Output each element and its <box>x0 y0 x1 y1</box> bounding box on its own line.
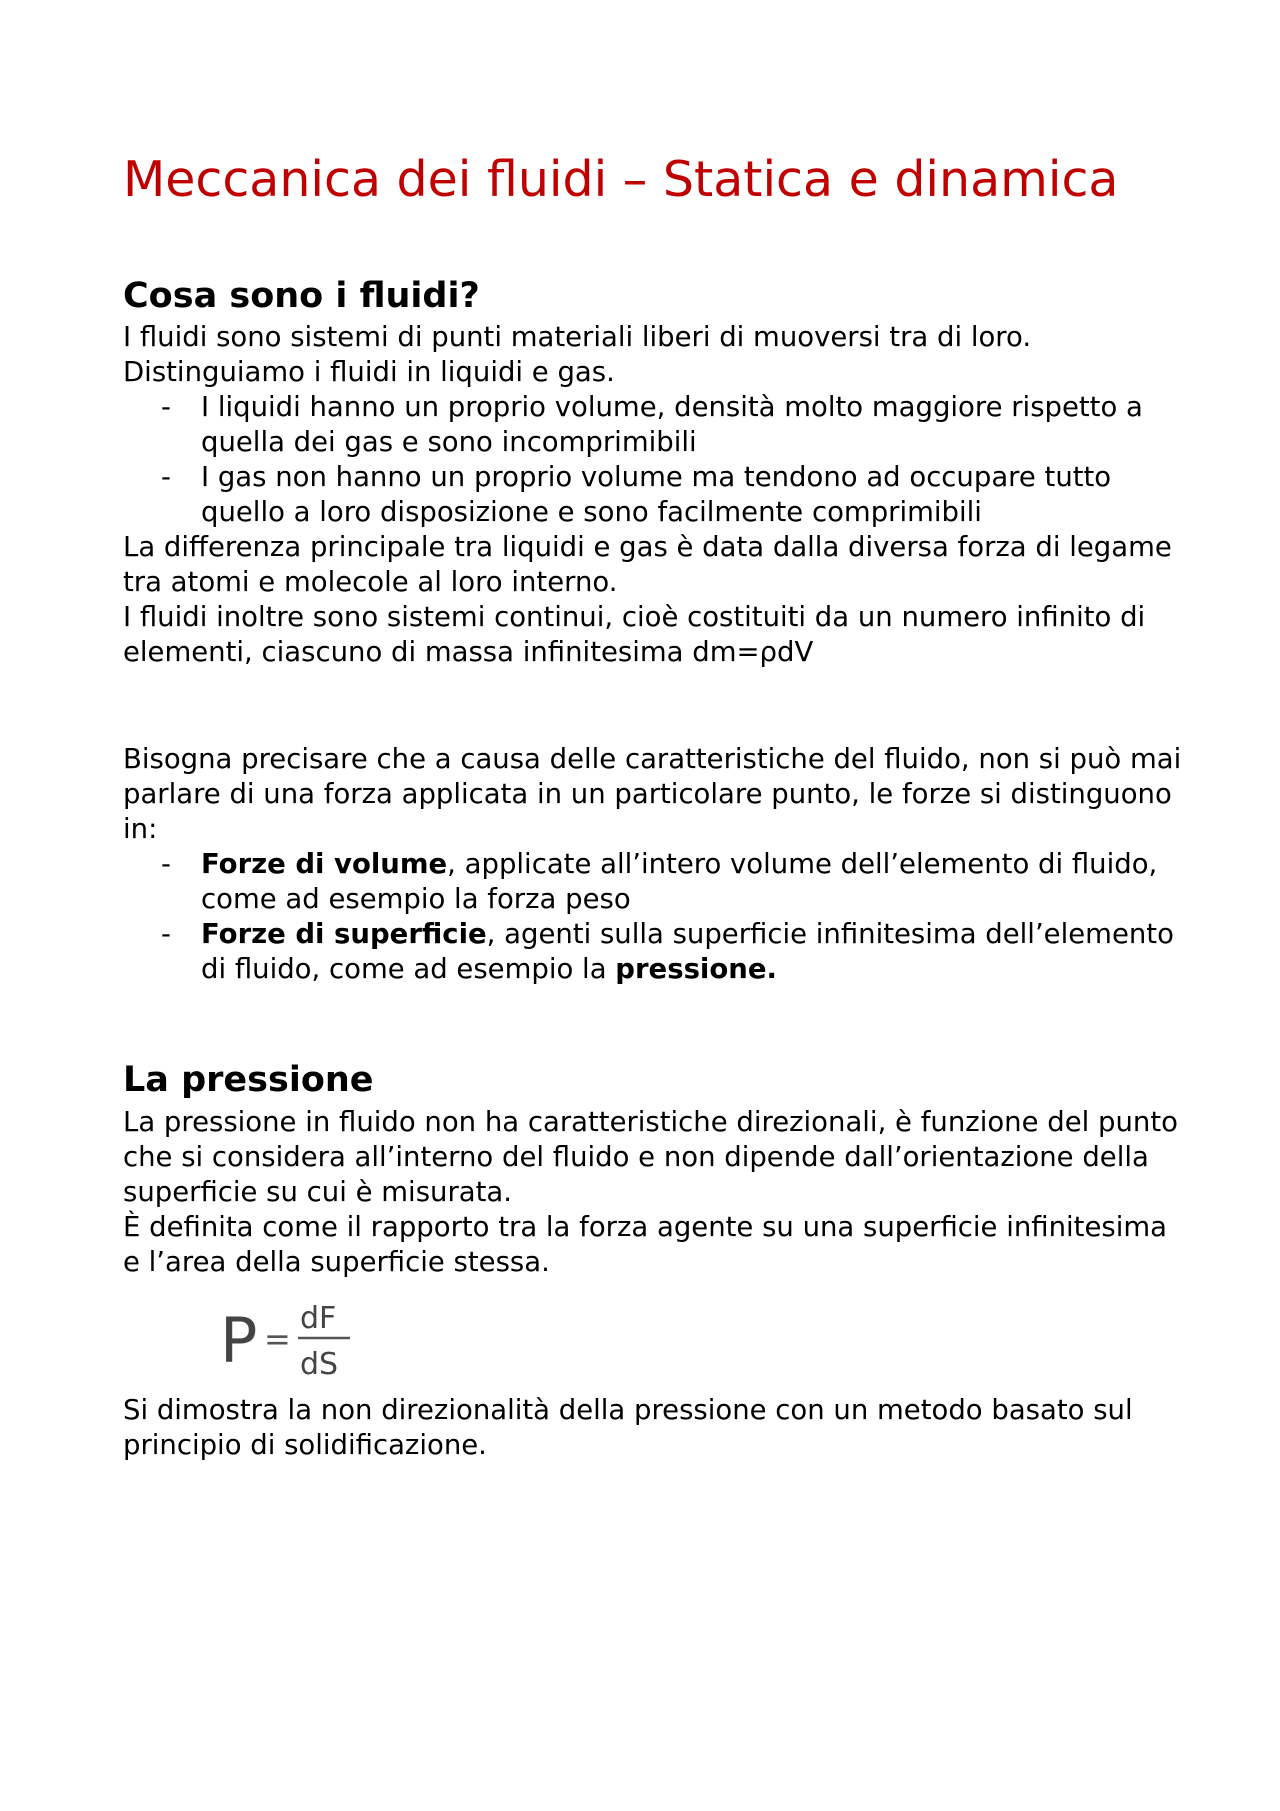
paragraph: I fluidi inoltre sono sistemi continui, cioè costituiti da un numero infinito di elementi, ciascuno di massa infinitesima dm=ρdV <box>123 601 1146 668</box>
dash-bullet: - <box>161 391 171 423</box>
list-item <box>123 917 1183 987</box>
paragraph: La pressione in fluido non ha caratteristiche direzionali, è funzione del punto che si considera all’interno del fluido e non dipende dall’orientazione della superficie su cui è misurata. <box>123 1106 1178 1208</box>
list-item <box>123 847 1183 917</box>
list-item <box>123 460 1183 530</box>
bullet-list <box>123 390 1183 530</box>
paragraph: Bisogna precisare che a causa delle caratteristiche del fluido, non si può mai parlare di una forza applicata in un particolare punto, le forze si distinguono in: <box>123 743 1182 845</box>
paragraph: Distinguiamo i fluidi in liquidi e gas. <box>123 356 615 388</box>
paragraph: La differenza principale tra liquidi e gas è data dalla diversa forza di legame tra atomi e molecole al loro interno. <box>123 531 1172 598</box>
paragraph: I fluidi sono sistemi di punti materiali liberi di muoversi tra di loro. <box>123 321 1032 353</box>
bold-term: pressione. <box>615 953 777 985</box>
formula-lhs: P <box>220 1304 258 1377</box>
dash-bullet: - <box>161 848 171 880</box>
section-heading-fluidi: Cosa sono i fluidi? <box>123 276 480 316</box>
section-body-pressione <box>123 1105 1183 1280</box>
section-body-forze <box>123 742 1183 987</box>
paragraph: È definita come il rapporto tra la forza agente su una superficie infinitesima e l’area della superficie stessa. <box>123 1211 1167 1278</box>
section-body-pressione-conclusion <box>123 1393 1183 1463</box>
bold-term: Forze di volume <box>201 848 448 880</box>
list-item-text: I liquidi hanno un proprio volume, densità molto maggiore rispetto a quella dei gas e sono incomprimibili <box>201 391 1143 458</box>
bold-term: Forze di superficie <box>201 918 487 950</box>
page-title: Meccanica dei fluidi – Statica e dinamica <box>123 151 1119 208</box>
paragraph: Si dimostra la non direzionalità della pressione con un metodo basato sul principio di solidificazione. <box>123 1394 1133 1461</box>
formula-denominator: dS <box>300 1347 339 1380</box>
formula-equals: = <box>264 1320 291 1358</box>
dash-bullet: - <box>161 461 171 493</box>
dash-bullet: - <box>161 918 171 950</box>
list-item-text: I gas non hanno un proprio volume ma tendono ad occupare tutto quello a loro disposizione e sono facilmente comprimibili <box>201 461 1112 528</box>
pressure-formula <box>218 1296 356 1380</box>
list-item <box>123 390 1183 460</box>
section-heading-pressione: La pressione <box>123 1060 374 1100</box>
list-item-text: , agenti sulla superficie infinitesima dell’elemento di fluido, come ad esempio la <box>201 918 1174 985</box>
list-item-text: , applicate all’intero volume dell’elemento di fluido, come ad esempio la forza peso <box>201 848 1158 915</box>
section-body-fluidi <box>123 320 1183 670</box>
formula-numerator: dF <box>300 1301 337 1336</box>
bullet-list <box>123 847 1183 987</box>
